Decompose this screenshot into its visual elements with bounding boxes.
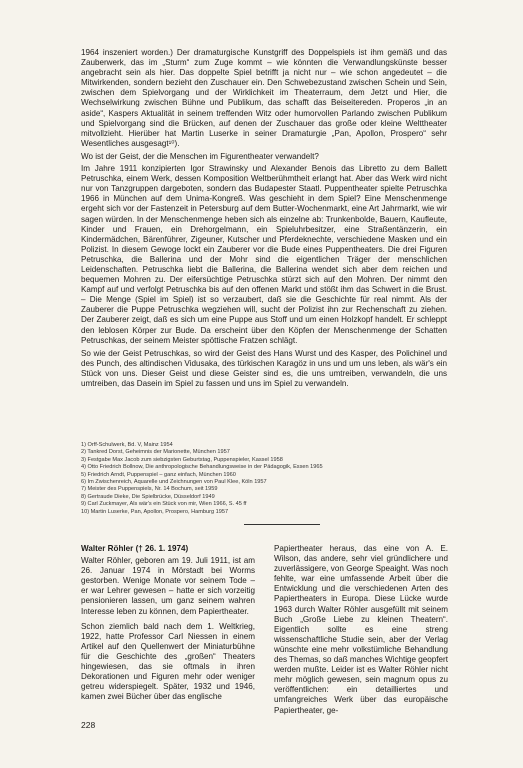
closing-paragraph: So wie der Geist Petruschkas, so wird der Geist des Hans Wurst und des Kasper, des Polichinel und des Punch, des altindischen Vidusaka, des türkischen Karagöz in uns und um uns leben, als wär's ein Stück von uns. Dieser Geist und diese Geister sind es, die uns umtreiben, verwandeln, die uns umtreiben, das Dasein im Spiel zu fassen und uns im Spiel zu verwandeln. (81, 348, 447, 388)
petrushka-paragraph: Im Jahre 1911 konzipierten Igor Strawinsky und Alexander Benois das Libretto zu dem Ballett Petruschka, einem Werk, dessen Komposition Weltberühmtheit erlangt hat. Aber das Werk wird nicht nur von Tanzgruppen dargeboten, sondern das Budapester Staatl. Puppentheater spielte Petruschka 1966 in München auf dem Unima-Kongreß. Was geschieht in dem Spiel? Eine Menschenmenge ergeht sich vor der Fastenzeit in Petersburg auf dem Butter-Wochenmarkt, eine Art Jahrmarkt, wie wir sagen würden. In der Menschenmenge heben sich als einzelne ab: Trunkenbolde, Bauern, Kaufleute, Kinder und Frauen, ein Drehorgelmann, ein Spieluhrbesitzer, eine Straßentänzerin, ein Kindermädchen, Bärenführer, Zigeuner, Kutscher und Pferdeknechte, verschiedene Masken und ein Polizist. In diesem Gewoge lockt ein Zauberer vor die Bude eines Puppentheaters. Die drei Figuren Petruschka, die Ballerina und der Mohr sind die eigentlichen Träger der menschlichen Leidenschaften. Petruschka liebt die Ballerina, die Ballerina wendet sich aber dem reichen und bequemen Mohren zu. Der eifersüchtige Petruschka stürzt sich auf den Mohren. Der nimmt den Kampf auf und verfolgt Petruschka bis auf den offenen Markt und stößt ihm das Schwert in die Brust. – Die Menge (Spiel im Spiel) ist so verzaubert, daß sie die Geschichte für real nimmt. Als der Zauberer die Puppe Petruschka wegziehen will, sucht der Polizist ihn zur Rechenschaft zu ziehen. Der Zauberer zeigt, daß es sich um eine Puppe aus Stoff und um einen Holzkopf handelt. Er schleppt den leblosen Körper zur Bude. Da erscheint über den Köpfen der Menschenmenge der Schatten Petruschkas, der seinem Meister spöttische Fratzen schlägt. (81, 164, 447, 345)
section-divider (244, 524, 320, 525)
footnote: 1) Orff-Schulwerk, Bd. V, Mainz 1954 (81, 442, 173, 448)
obituary-paragraph: Walter Röhler, geboren am 19. Juli 1911, ist am 26. Januar 1974 in Mörstadt bei Worms gestorben. Wenige Monate vor seinem Tode – er war Lehrer gewesen – hatte er sich vorzeitig pensionieren lassen, um ganz seinem wahren Interesse leben zu können, dem Papiertheater. (81, 556, 255, 616)
intro-paragraph: 1964 inszeniert worden.) Der dramaturgische Kunstgriff des Doppelspiels ist ihm gemäß und das Zauberwerk, das im „Sturm“ zum Zuge kommt – wie könnten die Verwandlungskünste besser angebracht sein als hier. Das doppelte Spiel betrifft ja nicht nur – wie schon angedeutet – die Mitwirkenden, sondern bezieht den Zuschauer ein. Den Schwebezustand zwischen Schein und Sein, zwischen dem Spielvorgang und der Wirklichkeit im Theaterraum, dem Jetzt und Hier, die Wechselwirkung zwischen Bühne und Publikum, das schafft das Beiseitereden. Properos „in an aside“, Kaspers Aktualität in seinem treffenden Witz oder humorvollen Parlando zwischen Publikum und Spielvorgang sind die Brücken, auf denen der Zuschauer das große oder kleine Welttheater mitvollzieht. Hierüber hat Martin Luserke in seiner Dramaturgie „Pan, Apollon, Prospero“ sehr Wesentliches ausgesagt¹⁰). (81, 48, 447, 148)
obituary-paragraph: Papiertheater heraus, das eine von A. E. Wilson, das andere, sehr viel gründlichere und zuverlässigere, von George Speaight. Was noch fehlte, war eine umfassende Arbeit über die Entwicklung und die verschiedenen Arten des Papiertheaters in Europa. Diese Lücke wurde 1963 durch Walter Röhler ausgefüllt mit seinem Buch „Große Liebe zu kleinen Theatern“. Eigentlich sollte es eine streng wissenschaftliche Studie sein, aber der Verlag wünschte eine mehr volkstümliche Behandlung des Themas, so daß manches Wichtige geopfert werden mußte. Leider ist es Walter Röhler nicht mehr möglich gewesen, sein magnum opus zu veröffentlichen: ein detailliertes und umfangreiches Werk über das europäische Papiertheater, ge- (274, 544, 448, 715)
obituary-right-column (274, 544, 448, 721)
page-number: 228 (81, 720, 96, 730)
question-line: Wo ist der Geist, der die Menschen im Figurentheater verwandelt? (81, 151, 319, 161)
footnote: 10) Martin Luserke, Pan, Apollon, Prospero, Hamburg 1957 (81, 508, 229, 515)
footnote: 3) Festgabe Max Jacob zum siebzigsten Geburtstag, Puppenspieler, Kassel 1958 (81, 456, 283, 463)
obituary-heading: Walter Röhler († 26. 1. 1974) (81, 544, 189, 553)
obituary-paragraph: Schon ziemlich bald nach dem 1. Weltkrieg, 1922, hatte Professor Carl Niessen in einem Artikel auf den Quellenwert der Miniaturbühne für die Geschichte des „großen“ Theaters hingewiesen, das sie oftmals in ihren Dekorationen und Figuren mehr oder weniger getreu widerspiegelt. Später, 1932 und 1946, kamen zwei Bücher über das englische (81, 621, 255, 702)
obituary-left-column (81, 544, 255, 707)
footnote: 6) Im Zwischenreich, Aquarelle und Zeichnungen von Paul Klee, Köln 1957 (81, 479, 267, 486)
footnote: 4) Otto Friedrich Bollnow, Die anthropologische Behandlungsweise in der Pädagogik, Essen 1965 (81, 464, 323, 471)
footnote: 5) Friedrich Arndt, Puppenspiel – ganz einfach, München 1960 (81, 471, 236, 478)
main-text (81, 48, 447, 392)
footnote: 9) Carl Zuckmayer, Als wär's ein Stück von mir, Wien 1966, S. 45 ff (81, 501, 247, 508)
footnotes (81, 442, 447, 516)
footnote: 7) Meister des Puppenspiels, Nr. 14 Bochum, seit 1959 (81, 486, 218, 493)
footnote: 2) Tankred Dorst, Geheimnis der Marionette, München 1957 (81, 449, 230, 456)
footnote: 8) Gertraude Dieke, Die Spielbrücke, Düsseldorf 1949 (81, 493, 215, 500)
